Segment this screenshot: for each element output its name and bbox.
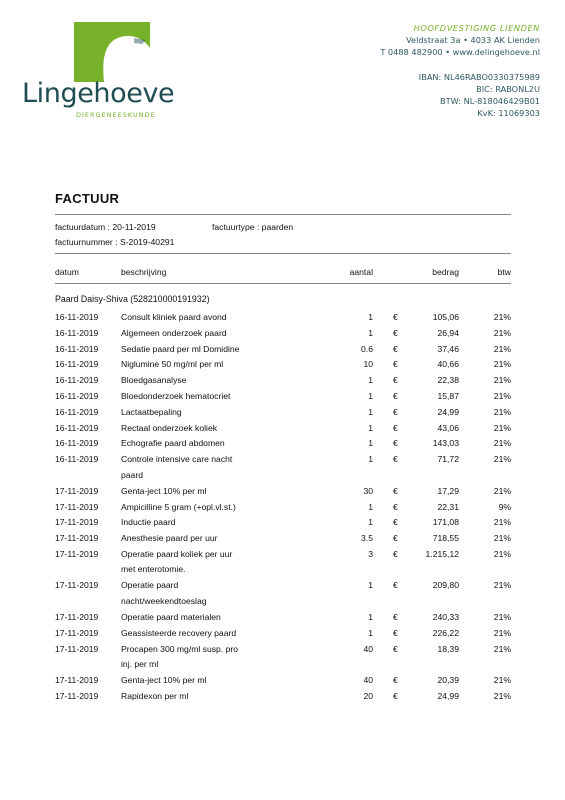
row-vat: 21%: [493, 611, 511, 622]
row-description: [121, 500, 291, 516]
row-currency: €: [393, 580, 398, 591]
row-quantity: 1: [368, 580, 373, 591]
row-vat: 21%: [493, 406, 511, 417]
row-quantity: 3.5: [361, 533, 373, 544]
row-description-line: Consult kliniek paard avond: [121, 312, 227, 322]
row-description-line: Lactaatbepaling: [121, 406, 182, 417]
row-quantity: 1: [368, 501, 373, 512]
row-description-line: Sedatie paard per ml Domidine: [121, 343, 240, 354]
row-date: 16-11-2019: [55, 438, 99, 449]
row-currency: €: [393, 375, 398, 386]
header-vat: btw: [497, 267, 511, 277]
row-amount: 143,03: [432, 438, 459, 449]
row-quantity: 1: [368, 611, 373, 622]
row-quantity: 40: [363, 675, 373, 685]
row-currency: €: [393, 406, 398, 417]
row-description-line: Anesthesie paard per uur: [121, 533, 218, 544]
row-currency: €: [393, 312, 398, 322]
row-currency: €: [393, 391, 398, 401]
row-description-line: nacht/weekendtoeslag: [121, 595, 207, 606]
company-contact: T 0488 482900 • www.delingehoeve.nl: [380, 47, 540, 57]
row-amount: 15,87: [437, 391, 459, 401]
row-vat: 21%: [493, 312, 511, 322]
row-date: 17-11-2019: [55, 611, 99, 622]
row-description: [121, 436, 291, 452]
row-quantity: 1: [368, 454, 373, 465]
row-amount: 24,99: [437, 406, 459, 417]
row-currency: €: [393, 501, 398, 512]
row-quantity: 1: [368, 517, 373, 528]
row-description: [121, 373, 291, 389]
company-logo: [22, 22, 175, 122]
row-description: [121, 389, 291, 405]
row-description-line: Niglumine 50 mg/ml per ml: [121, 359, 224, 370]
row-description-line: Rapidexon per ml: [121, 690, 189, 701]
row-vat: 21%: [493, 533, 511, 544]
row-date: 16-11-2019: [55, 327, 99, 338]
row-amount: 22,31: [437, 501, 459, 512]
row-date: 17-11-2019: [55, 580, 99, 591]
row-amount: 209,80: [432, 580, 459, 591]
row-quantity: 1: [368, 312, 373, 322]
row-description: [121, 405, 291, 421]
company-details: [380, 22, 540, 119]
row-description-line: inj. per ml: [121, 659, 159, 669]
row-vat: 21%: [493, 690, 511, 701]
company-iban: IBAN: NL46RABO0330375989: [418, 72, 540, 82]
row-description: [121, 515, 291, 531]
row-amount: 37,46: [437, 343, 459, 354]
row-quantity: 30: [363, 485, 373, 496]
row-description: [121, 342, 291, 358]
row-date: 16-11-2019: [55, 406, 99, 417]
row-date: 16-11-2019: [55, 375, 99, 386]
row-vat: 21%: [493, 359, 511, 370]
row-description-line: paard: [121, 469, 143, 480]
company-address: Veldstraat 3a • 4033 AK Lienden: [406, 35, 540, 45]
row-currency: €: [393, 327, 398, 338]
row-description-line: Controle intensive care nacht: [121, 454, 233, 465]
header-quantity: aantal: [349, 267, 373, 277]
row-quantity: 1: [368, 375, 373, 386]
row-vat: 21%: [493, 375, 511, 386]
header-description: beschrijving: [121, 267, 167, 277]
row-amount: 18,39: [437, 643, 459, 654]
row-currency: €: [393, 675, 398, 685]
row-date: 16-11-2019: [55, 422, 99, 433]
invoice-type: factuurtype : paarden: [212, 222, 294, 232]
header-date: datum: [55, 267, 79, 277]
row-date: 17-11-2019: [55, 485, 99, 496]
row-vat: 21%: [493, 548, 511, 559]
row-vat: 21%: [493, 391, 511, 401]
row-amount: 1.215,12: [425, 548, 459, 559]
row-quantity: 1: [368, 327, 373, 338]
divider: [55, 253, 511, 254]
horse-head-logo-icon: [74, 22, 150, 82]
company-name: Lingehoeve: [22, 78, 175, 109]
row-vat: 21%: [493, 327, 511, 338]
row-amount: 43,06: [437, 422, 459, 433]
row-currency: €: [393, 422, 398, 433]
row-date: 17-11-2019: [55, 690, 99, 701]
row-description-line: Bloedgasanalyse: [121, 375, 187, 386]
row-description-line: met enterotomie.: [121, 564, 186, 575]
row-vat: 21%: [493, 422, 511, 433]
row-currency: €: [393, 485, 398, 496]
row-currency: €: [393, 548, 398, 559]
row-quantity: 1: [368, 391, 373, 401]
row-date: 16-11-2019: [55, 391, 99, 401]
header-amount: bedrag: [432, 267, 459, 277]
row-currency: €: [393, 643, 398, 654]
row-description: [121, 610, 291, 626]
row-description: [121, 531, 291, 547]
row-date: 17-11-2019: [55, 675, 99, 685]
row-date: 17-11-2019: [55, 533, 99, 544]
row-description-line: Genta-ject 10% per ml: [121, 485, 207, 496]
row-description: [121, 357, 291, 373]
row-description-line: Genta-ject 10% per ml: [121, 675, 207, 685]
row-amount: 24,99: [437, 690, 459, 701]
row-description: [121, 484, 291, 500]
row-vat: 21%: [493, 627, 511, 638]
row-description: [121, 626, 291, 642]
row-description: [121, 673, 291, 689]
row-quantity: 20: [363, 690, 373, 701]
row-amount: 20,39: [437, 675, 459, 685]
row-amount: 22,38: [437, 375, 459, 386]
branch-name: HOOFDVESTIGING LIENDEN: [413, 23, 540, 33]
row-description: [121, 452, 291, 483]
row-quantity: 1: [368, 406, 373, 417]
row-currency: €: [393, 611, 398, 622]
row-amount: 171,08: [432, 517, 459, 528]
row-amount: 40,66: [437, 359, 459, 370]
row-currency: €: [393, 690, 398, 701]
row-description-line: Bloedonderzoek hematocriet: [121, 391, 231, 401]
row-date: 17-11-2019: [55, 627, 99, 638]
row-amount: 718,55: [432, 533, 459, 544]
row-description: [121, 689, 291, 705]
row-quantity: 1: [368, 422, 373, 433]
row-date: 17-11-2019: [55, 501, 99, 512]
invoice-date: factuurdatum : 20-11-2019: [55, 222, 156, 232]
company-kvk: KvK: 11069303: [477, 108, 540, 118]
row-date: 16-11-2019: [55, 343, 99, 354]
row-description: [121, 421, 291, 437]
row-amount: 71,72: [437, 454, 459, 465]
row-date: 17-11-2019: [55, 548, 99, 559]
row-quantity: 40: [363, 643, 373, 654]
row-description: [121, 547, 291, 578]
row-description-line: Echografie paard abdomen: [121, 438, 225, 449]
row-currency: €: [393, 454, 398, 465]
row-currency: €: [393, 343, 398, 354]
patient-group-heading: Paard Daisy-Shiva (528210000191932): [55, 294, 210, 304]
row-vat: 21%: [493, 643, 511, 654]
row-currency: €: [393, 533, 398, 544]
row-description: [121, 578, 291, 609]
invoice-title: FACTUUR: [55, 191, 120, 206]
row-description-line: Procapen 300 mg/ml susp. pro: [121, 643, 239, 654]
row-quantity: 10: [363, 359, 373, 370]
row-vat: 21%: [493, 454, 511, 465]
row-description-line: Algemeen onderzoek paard: [121, 327, 227, 338]
row-amount: 105,06: [432, 312, 459, 322]
row-date: 16-11-2019: [55, 359, 99, 370]
row-quantity: 0.6: [361, 343, 373, 354]
row-currency: €: [393, 627, 398, 638]
row-description-line: Operatie paard: [121, 580, 179, 591]
divider: [55, 283, 511, 284]
row-amount: 240,33: [432, 611, 459, 622]
row-quantity: 3: [368, 548, 373, 559]
company-subtitle: DIERGENEESKUNDE: [76, 111, 156, 119]
invoice-number: factuurnummer : S-2019-40291: [55, 237, 175, 247]
row-currency: €: [393, 517, 398, 528]
row-vat: 21%: [493, 438, 511, 449]
row-quantity: 1: [368, 627, 373, 638]
row-vat: 21%: [493, 517, 511, 528]
row-description-line: Rectaal onderzoek koliek: [121, 422, 218, 433]
row-date: 17-11-2019: [55, 643, 99, 654]
row-amount: 17,29: [437, 485, 459, 496]
row-description: [121, 326, 291, 342]
row-quantity: 1: [368, 438, 373, 449]
company-bic: BIC: RABONL2U: [476, 84, 540, 94]
company-btw: BTW: NL-818046429B01: [439, 96, 540, 106]
row-date: 16-11-2019: [55, 312, 99, 322]
row-amount: 226,22: [432, 627, 459, 638]
row-description-line: Operatie paard materialen: [121, 611, 221, 622]
row-currency: €: [393, 438, 398, 449]
row-date: 16-11-2019: [55, 454, 99, 465]
row-description-line: Inductie paard: [121, 517, 176, 528]
row-amount: 26,94: [437, 327, 459, 338]
row-vat: 9%: [498, 501, 511, 512]
row-vat: 21%: [493, 580, 511, 591]
row-currency: €: [393, 359, 398, 370]
row-vat: 21%: [493, 675, 511, 685]
row-description-line: Ampicilline 5 gram (+opl.vl.st.): [121, 501, 236, 512]
row-description: [121, 642, 291, 673]
row-date: 17-11-2019: [55, 517, 99, 528]
row-description: [121, 310, 291, 326]
divider: [55, 214, 511, 215]
row-description-line: Operatie paard koliek per uur: [121, 548, 233, 559]
row-vat: 21%: [493, 343, 511, 354]
row-description-line: Geassisteerde recovery paard: [121, 627, 237, 638]
row-vat: 21%: [493, 485, 511, 496]
